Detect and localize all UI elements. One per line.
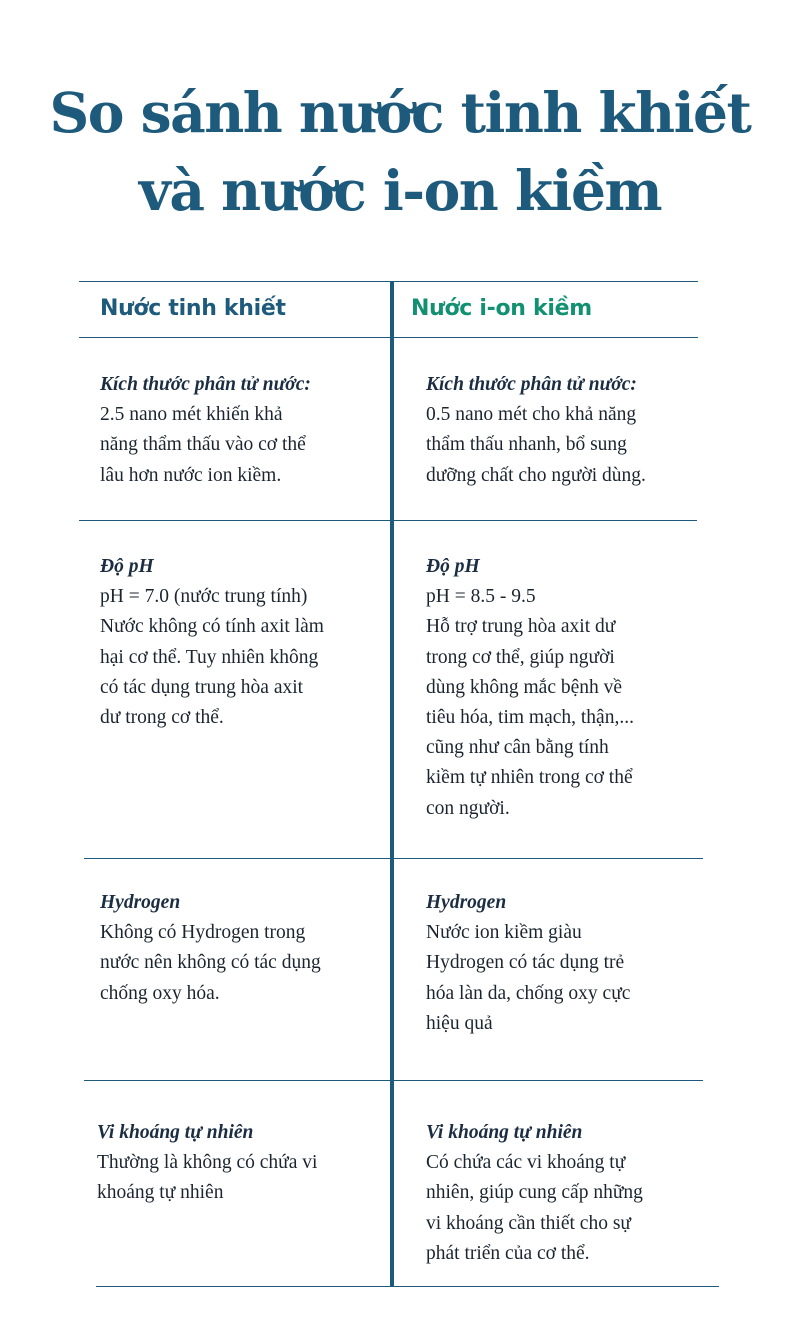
cell-pure-molecule-size [100, 370, 370, 491]
divider-header-top [79, 281, 698, 282]
cell-text-line: con người. [426, 797, 510, 819]
cell-alkaline-hydrogen [426, 888, 696, 1039]
cell-text-line: dư trong cơ thể. [100, 707, 224, 729]
cell-label: Vi khoáng tự nhiên [426, 1122, 583, 1143]
cell-text-line: tiêu hóa, tim mạch, thận,... [426, 707, 634, 729]
cell-alkaline-molecule-size [426, 370, 696, 491]
cell-text-line: lâu hơn nước ion kiềm. [100, 464, 282, 486]
cell-text-line: hiệu quả [426, 1012, 493, 1034]
cell-label: Kích thước phân tử nước: [426, 374, 637, 395]
cell-text-line: Nước ion kiềm giàu [426, 922, 582, 944]
cell-text-line: Không có Hydrogen trong [100, 922, 306, 944]
cell-text-line: trong cơ thể, giúp người [426, 646, 615, 668]
cell-text-line: kiềm tự nhiên trong cơ thể [426, 767, 633, 789]
cell-label: Hydrogen [100, 892, 181, 913]
cell-text-line: nước nên không có tác dụng [100, 952, 321, 974]
cell-label: Hydrogen [426, 892, 507, 913]
cell-text-line: hại cơ thể. Tuy nhiên không [100, 646, 319, 668]
column-divider [390, 282, 394, 1287]
column-header-pure-water: Nước tinh khiết [100, 296, 286, 321]
cell-pure-minerals [97, 1118, 367, 1209]
cell-text-line: chống oxy hóa. [100, 982, 220, 1004]
divider-header-bottom [79, 337, 698, 338]
column-header-alkaline-water: Nước i-on kiềm [411, 296, 592, 321]
cell-text-line: dưỡng chất cho người dùng. [426, 464, 646, 486]
divider-table-bottom [96, 1286, 719, 1287]
cell-text-line: có tác dụng trung hòa axit [100, 676, 304, 698]
cell-label: Kích thước phân tử nước: [100, 374, 311, 395]
cell-text-line: Thường là không có chứa vi [97, 1152, 318, 1174]
cell-text-line: cũng như cân bằng tính [426, 737, 609, 759]
cell-label: Vi khoáng tự nhiên [97, 1122, 254, 1143]
cell-text-line: pH = 7.0 (nước trung tính) [100, 586, 308, 608]
cell-text-line: vi khoáng cần thiết cho sự [426, 1212, 631, 1234]
cell-text-line: Có chứa các vi khoáng tự [426, 1152, 626, 1174]
title-line-1: So sánh nước tinh khiết [49, 80, 751, 145]
cell-text-line: Hỗ trợ trung hòa axit dư [426, 616, 616, 638]
cell-label: Độ pH [426, 556, 480, 577]
cell-text-line: nhiên, giúp cung cấp những [426, 1182, 643, 1204]
title-line-2: và nước i-on kiềm [138, 158, 662, 223]
cell-text-line: Nước không có tính axit làm [100, 616, 324, 638]
cell-label: Độ pH [100, 556, 154, 577]
cell-text-line: 0.5 nano mét cho khả năng [426, 404, 637, 426]
cell-alkaline-minerals [426, 1118, 696, 1269]
cell-text-line: phát triển của cơ thể. [426, 1242, 590, 1264]
cell-text-line: 2.5 nano mét khiến khả [100, 404, 283, 426]
cell-text-line: Hydrogen có tác dụng trẻ [426, 952, 625, 974]
cell-alkaline-ph [426, 552, 696, 824]
divider-row-1 [79, 520, 697, 521]
page-title [0, 74, 800, 230]
cell-pure-ph [100, 552, 370, 733]
cell-pure-hydrogen [100, 888, 370, 1009]
cell-text-line: khoáng tự nhiên [97, 1182, 224, 1204]
cell-text-line: thẩm thấu nhanh, bổ sung [426, 434, 627, 456]
cell-text-line: năng thẩm thấu vào cơ thể [100, 434, 306, 456]
cell-text-line: pH = 8.5 - 9.5 [426, 586, 536, 608]
cell-text-line: dùng không mắc bệnh về [426, 676, 623, 698]
cell-text-line: hóa làn da, chống oxy cực [426, 982, 631, 1004]
